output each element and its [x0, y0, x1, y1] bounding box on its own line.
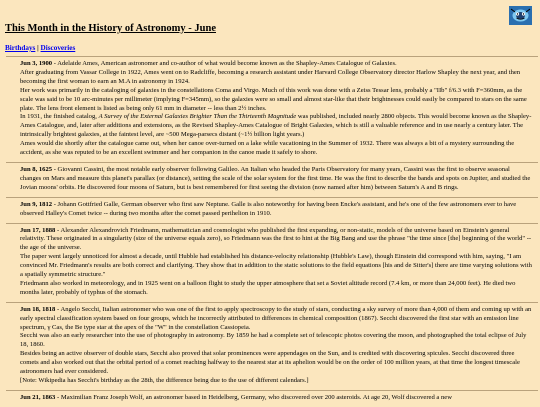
entry-text: After graduating from Vassar College in 1922, Ames went on to Radcliffe, becoming a research assistant under Harvard College Observatory director Harlow Shapley the next year, and then becoming the first woman to earn an M.A in astronomy in 1924.	[20, 68, 521, 85]
list-item	[6, 390, 538, 407]
birthdays-link[interactable]: Birthdays	[5, 44, 36, 52]
nav-separator: |	[37, 44, 39, 52]
entry-text: Secchi was also an early researcher into the use of photography in astronomy. By 1859 he had a complete set of telescopic photos covering the moon, and photographed the total eclipse of July 18, 1860.	[20, 332, 527, 349]
list-item	[6, 162, 538, 197]
entry-text: was published, included nearly 2800 objects. This would become known as the Shapley-Ames Catalogue, and, later after additions and extensions, as the Revised Shapley-Ames Catalogue of Bright Galaxies, which is still a valuable reference and in use nearly a century later. The intrinsically brightest galaxies, at the faintest level, are ~500 Mega-parsecs distant (~1½ billion light years.)	[20, 113, 532, 139]
page-title-link[interactable]: This Month in the History of Astronomy - June	[5, 23, 216, 34]
list-item	[6, 302, 538, 390]
entry-text: Besides being an active observer of double stars, Secchi also proved that solar prominences were appendages on the Sun, and is credited with discovering spicules. Secchi discovered three comets and also worked out that the orbital period of a comet reaching halfway to the nearest star at its aphelion would be on the order of 100 million years, at that time the longest timescale astronomers had ever considered.	[20, 350, 520, 376]
list-item	[6, 56, 538, 162]
entry-text: - Alexander Alexandrovich Friedmann, mathematician and cosmologist who published the first expanding, or non-static, models of the universe based on Einstein's general relativity. These originated in a singularity (size of the universe equals zero), so Friedmann was the first to hint at the Big Bang and use the phrase "the time since [the] beginning of the world" -- the age of the universe.	[20, 226, 532, 252]
entry-text: - Maximilian Franz Joseph Wolf, an astronomer based in Heidelberg, Germany, who discovered over 200 asteroids. At age 20, Wolf discovered a new	[55, 393, 452, 401]
entry-date: Jun 17, 1888	[20, 226, 56, 234]
birthday-list	[6, 56, 538, 407]
entry-text: Her work was primarily in the cataloging of galaxies in the constellations Coma and Virgo. Much of this work was done with a Zeiss Tessar lens, probably a "IIb" f/6.3 with F=360mm, as the scale was said to be 10 arc-minutes per millimeter (implying F=345mm), so the galaxies were so small and almost star-like that their brightnesses could easily be compared to stars on the same plate. The lens front element is listed as being only 61 mm in diameter -- less than 2½ inches.	[20, 86, 527, 112]
entry-text: [Note: Wikipedia has Secchi's birthday as the 28th, the difference being due to the use of different calendars.]	[20, 377, 309, 384]
entry-date: Jun 9, 1812	[20, 200, 53, 208]
entry-date: Jun 8, 1625	[20, 165, 53, 173]
list-item	[6, 223, 538, 302]
entry-text: In 1931, the finished catalog,	[20, 113, 99, 121]
entry-date: Jun 21, 1863	[20, 393, 56, 401]
entry-text: - Adelaide Ames, American astronomer and co-author of what would become known as the Shapley-Ames Catalogue of Galaxies.	[52, 60, 397, 67]
entry-text: Friedmann also worked in meteorology, and in 1925 went on a balloon flight to study the upper atmosphere that set a Soviet altitude record (7.4 km, or more than 24,000 feet). He died two months later, probably of typhus of the stomach.	[20, 279, 516, 296]
entry-text: - Angelo Secchi, Italian astronomer who was one of the first to apply spectroscopy to the study of stars, conducting a sky survey of more than 4,000 of them and coming up with an early spectral classification system based on four groups, which he incorrectly attributed to differences in chemical composition (1867). Secchi discovered the first star with an emission line spectrum, γ Cas, the Be type star at the apex of the "W" in the constellation Cassiopeia.	[20, 305, 532, 331]
nav-links	[5, 44, 75, 52]
catalog-title: A Survey of the External Galaxies Brighter Than the Thirteenth Magnitude	[98, 113, 297, 121]
entry-date: Jun 18, 1818	[20, 305, 56, 313]
astronomy-logo-icon	[509, 6, 532, 25]
entry-text: - Johann Gottfried Galle, German observer who first saw Neptune. Galle is also noteworthy for having been Encke's assistant, and he's one of the few astronomers ever to have observed Halley's Comet twice -- during two months after the comet passed perihelion in 1910.	[20, 200, 517, 217]
entry-text: The paper went largely unnoticed for almost a decade, until Hubble had established his distance-velocity relationship (Hubble's Law), though Einstein did correspond with him, saying, "I am convinced Mr. Friedmann's results are both correct and clarifying. They show that in addition to the static solutions to the field equations [his and de Sitter's] there are time varying solutions with a spatially symmetric structure."	[20, 253, 532, 279]
list-item	[6, 197, 538, 223]
entry-text: Ames would die shortly after the catalogue came out, when her canoe over-turned on a lake while vacationing in the Summer of 1932. There was always a bit of a mystery surrounding the accident, as she was reputed to be an excellent swimmer and her companion in the canoe made it safely to shore.	[20, 140, 515, 157]
entry-date: Jun 3, 1900	[20, 60, 53, 67]
page-title[interactable]	[5, 23, 216, 34]
discoveries-link[interactable]: Discoveries	[40, 44, 76, 52]
entry-text: - Giovanni Cassini, the most notable early observer following Galileo. An Italian who headed the Paris Observatory for many years, Cassini was the first to observe seasonal changes on Mars and measure this planet's parallax (or distance), setting the scale of the solar system for the first time. He was the first to describe the bands and spots on Jupiter, and studied the Jovian moons' orbits. He discovered four moons of Saturn, but is best remembered for first seeing the division (now named after him) between Saturn's A and B rings.	[20, 165, 531, 191]
